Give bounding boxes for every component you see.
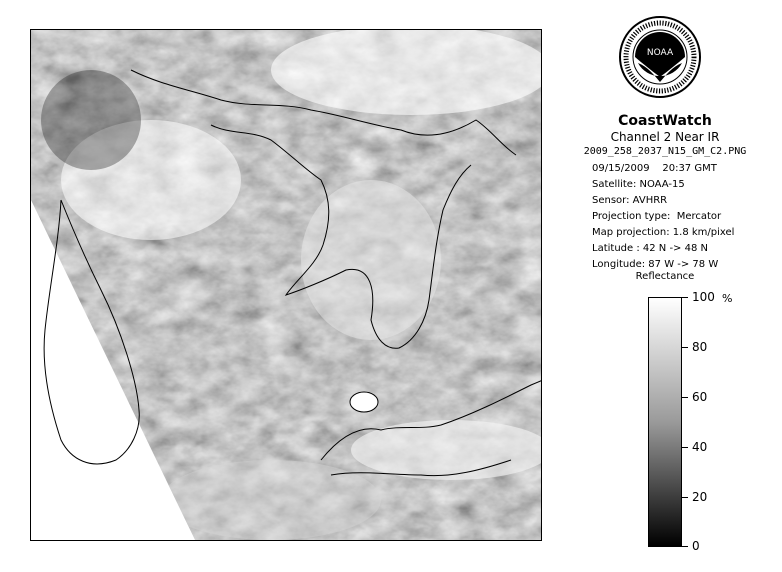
datetime-text: 09/15/2009 20:37 GMT <box>592 163 717 174</box>
colorbar-tick-label: 40 <box>692 440 708 454</box>
colorbar-title: Reflectance <box>635 271 695 282</box>
colorbar-tick-label: 60 <box>692 390 708 404</box>
sensor-text: Sensor: AVHRR <box>592 195 668 206</box>
longitude-text: Longitude: 87 W -> 78 W <box>592 259 719 270</box>
metadata-block <box>592 161 734 273</box>
noaa-logo-icon <box>618 15 702 99</box>
satellite-text: Satellite: NOAA-15 <box>592 179 685 190</box>
satellite-image <box>30 29 542 541</box>
reflectance-colorbar <box>648 297 682 547</box>
noaa-logo <box>618 15 702 99</box>
colorbar-tick-label: 20 <box>692 490 708 504</box>
colorbar-tick-label: 80 <box>692 340 708 354</box>
satellite-map-svg <box>31 30 542 541</box>
colorbar-unit: % <box>722 292 733 305</box>
channel-subtitle: Channel 2 Near IR <box>610 130 720 144</box>
lake-st-clair <box>350 392 378 412</box>
colorbar-tick <box>682 497 688 498</box>
colorbar-tick <box>682 447 688 448</box>
colorbar-tick-label: 100 <box>692 290 715 304</box>
product-title: CoastWatch <box>618 113 712 129</box>
projection-type-text: Projection type: Mercator <box>592 211 722 222</box>
colorbar-tick <box>682 347 688 348</box>
colorbar-tick <box>682 397 688 398</box>
noaa-logo-text: NOAA <box>646 48 674 58</box>
latitude-text: Latitude : 42 N -> 48 N <box>592 243 708 254</box>
colorbar-tick <box>682 297 688 298</box>
file-name: 2009_258_2037_N15_GM_C2.PNG <box>583 146 747 157</box>
colorbar-tick-label: 0 <box>692 539 700 553</box>
colorbar-tick <box>682 546 688 547</box>
map-projection-text: Map projection: 1.8 km/pixel <box>592 227 735 238</box>
